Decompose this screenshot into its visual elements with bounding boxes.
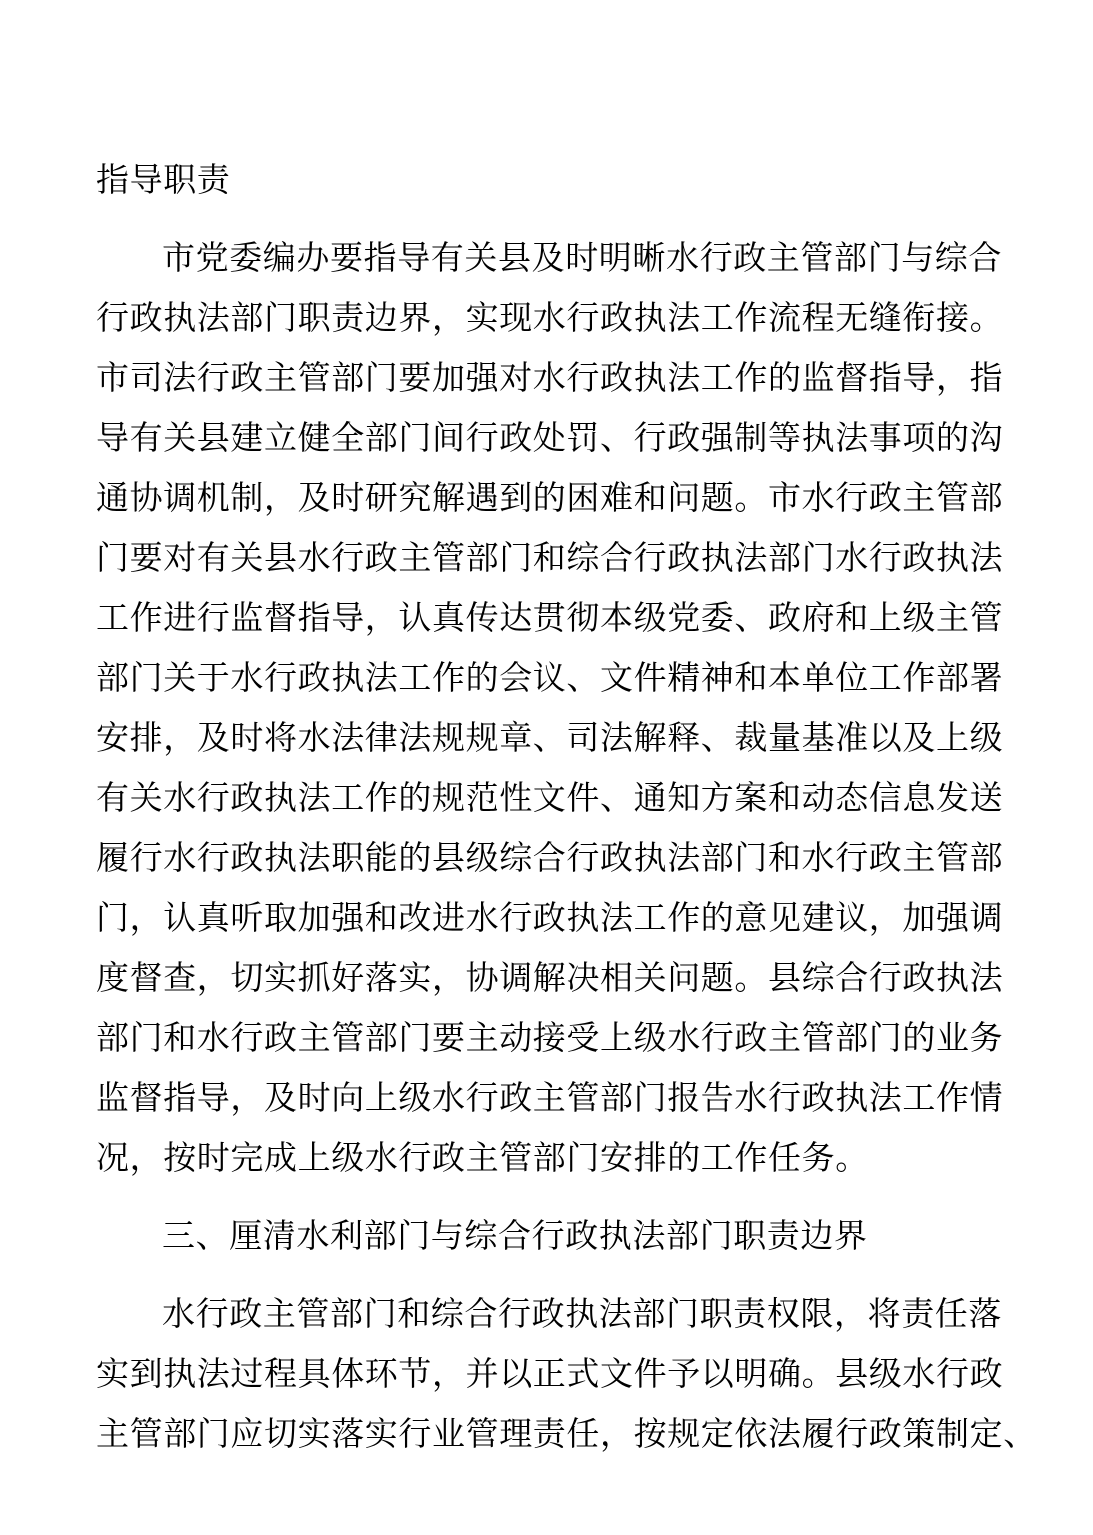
- paragraph-1-line-13: 度督查，切实抓好落实，协调解决相关问题。县综合行政执法: [96, 958, 1004, 997]
- paragraph-1-line-2: 行政执法部门职责边界，实现水行政执法工作流程无缝衔接。: [96, 298, 1004, 337]
- paragraph-1-line-11: 履行水行政执法职能的县级综合行政执法部门和水行政主管部: [96, 838, 1004, 877]
- paragraph-1-line-15: 监督指导，及时向上级水行政主管部门报告水行政执法工作情: [96, 1078, 1004, 1117]
- paragraph-1-line-1: 市党委编办要指导有关县及时明晰水行政主管部门与综合: [162, 238, 1002, 277]
- text-line-heading-fragment: 指导职责: [96, 160, 231, 199]
- section-heading: 三、厘清水利部门与综合行政执法部门职责边界: [162, 1216, 868, 1255]
- paragraph-2-line-3: 主管部门应切实落实行业管理责任，按规定依法履行政策制定、: [96, 1414, 1037, 1453]
- paragraph-1-line-14: 部门和水行政主管部门要主动接受上级水行政主管部门的业务: [96, 1018, 1004, 1057]
- paragraph-1-line-7: 工作进行监督指导，认真传达贯彻本级党委、政府和上级主管: [96, 598, 1004, 637]
- paragraph-2-line-2: 实到执法过程具体环节，并以正式文件予以明确。县级水行政: [96, 1354, 1004, 1393]
- paragraph-1-line-4: 导有关县建立健全部门间行政处罚、行政强制等执法事项的沟: [96, 418, 1004, 457]
- paragraph-1-line-16: 况，按时完成上级水行政主管部门安排的工作任务。: [96, 1138, 869, 1177]
- paragraph-2-line-1: 水行政主管部门和综合行政执法部门职责权限，将责任落: [162, 1294, 1002, 1333]
- paragraph-1-line-9: 安排，及时将水法律法规规章、司法解释、裁量基准以及上级: [96, 718, 1004, 757]
- paragraph-1-line-6: 门要对有关县水行政主管部门和综合行政执法部门水行政执法: [96, 538, 1004, 577]
- paragraph-1-line-8: 部门关于水行政执法工作的会议、文件精神和本单位工作部署: [96, 658, 1004, 697]
- paragraph-1-line-10: 有关水行政执法工作的规范性文件、通知方案和动态信息发送: [96, 778, 1004, 817]
- paragraph-1-line-5: 通协调机制，及时研究解遇到的困难和问题。市水行政主管部: [96, 478, 1004, 517]
- paragraph-1-line-12: 门，认真听取加强和改进水行政执法工作的意见建议，加强调: [96, 898, 1004, 937]
- paragraph-1-line-3: 市司法行政主管部门要加强对水行政执法工作的监督指导，指: [96, 358, 1004, 397]
